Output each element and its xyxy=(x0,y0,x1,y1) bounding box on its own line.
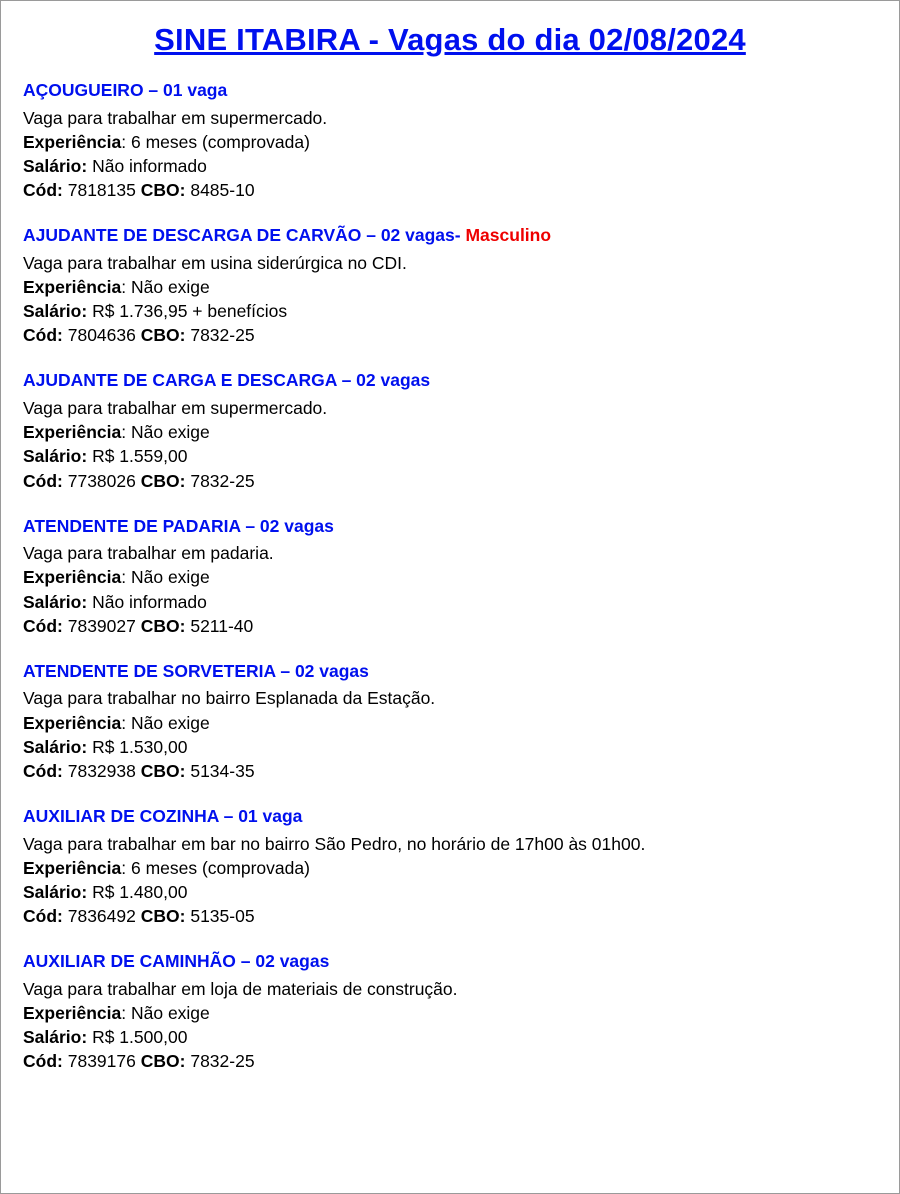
experience-label: Experiência xyxy=(23,131,122,152)
experience-label: Experiência xyxy=(23,422,122,443)
cbo-label: CBO: xyxy=(140,470,186,491)
salary-value: Não informado xyxy=(92,591,207,612)
job-experience xyxy=(23,275,877,299)
cbo-label: CBO: xyxy=(140,615,186,636)
salary-value: R$ 1.530,00 xyxy=(92,736,188,757)
job-salary xyxy=(23,735,877,759)
job-description: Vaga para trabalhar no bairro Esplanada da Estação. xyxy=(23,688,436,709)
salary-value: R$ 1.500,00 xyxy=(92,1027,188,1048)
cod-value: 7738026 xyxy=(67,470,136,491)
cbo-label: CBO: xyxy=(140,760,186,781)
salary-label: Salário: xyxy=(23,736,88,757)
cod-label: Cód: xyxy=(23,325,63,346)
job-experience xyxy=(23,565,877,589)
job-experience xyxy=(23,1001,877,1025)
cod-label: Cód: xyxy=(23,180,63,201)
job-listing xyxy=(23,224,877,347)
cbo-value: 7832-25 xyxy=(190,325,255,346)
salary-value: R$ 1.559,00 xyxy=(92,446,188,467)
job-title-text: ATENDENTE DE SORVETERIA – 02 vagas xyxy=(23,660,369,681)
experience-value: : Não exige xyxy=(121,277,210,298)
salary-label: Salário: xyxy=(23,1027,88,1048)
experience-value: : Não exige xyxy=(121,567,210,588)
cod-value: 7804636 xyxy=(67,325,136,346)
experience-value: : Não exige xyxy=(121,712,210,733)
cod-value: 7839027 xyxy=(67,615,136,636)
experience-label: Experiência xyxy=(23,712,122,733)
cbo-label: CBO: xyxy=(140,180,186,201)
job-experience xyxy=(23,711,877,735)
cbo-value: 5134-35 xyxy=(190,760,255,781)
salary-label: Salário: xyxy=(23,301,88,322)
job-codes xyxy=(23,1049,877,1073)
job-listing xyxy=(23,805,877,928)
page-title: SINE ITABIRA - Vagas do dia 02/08/2024 xyxy=(154,22,746,57)
cod-label: Cód: xyxy=(23,906,63,927)
job-codes xyxy=(23,323,877,347)
job-title xyxy=(23,950,877,974)
job-title-text: AUXILIAR DE CAMINHÃO – 02 vagas xyxy=(23,951,330,972)
cod-label: Cód: xyxy=(23,615,63,636)
job-codes xyxy=(23,759,877,783)
job-codes xyxy=(23,469,877,493)
job-listing xyxy=(23,79,877,202)
cod-value: 7839176 xyxy=(67,1051,136,1072)
job-codes xyxy=(23,614,877,638)
cod-label: Cód: xyxy=(23,1051,63,1072)
experience-value: : Não exige xyxy=(121,422,210,443)
job-salary xyxy=(23,590,877,614)
cod-value: 7832938 xyxy=(67,760,136,781)
experience-label: Experiência xyxy=(23,567,122,588)
job-title xyxy=(23,660,877,684)
job-description: Vaga para trabalhar em bar no bairro São Pedro, no horário de 17h00 às 01h00. xyxy=(23,833,646,854)
cod-label: Cód: xyxy=(23,470,63,491)
job-listing xyxy=(23,515,877,638)
experience-value: : 6 meses (comprovada) xyxy=(121,131,310,152)
job-title xyxy=(23,79,877,103)
job-description: Vaga para trabalhar em usina siderúrgica no CDI. xyxy=(23,252,407,273)
job-salary xyxy=(23,880,877,904)
job-description: Vaga para trabalhar em supermercado. xyxy=(23,107,328,128)
job-codes xyxy=(23,904,877,928)
job-title xyxy=(23,369,877,393)
job-codes xyxy=(23,178,877,202)
cbo-value: 5135-05 xyxy=(190,906,255,927)
job-title xyxy=(23,224,877,248)
experience-value: : Não exige xyxy=(121,1002,210,1023)
cbo-label: CBO: xyxy=(140,1051,186,1072)
job-experience xyxy=(23,130,877,154)
job-listing xyxy=(23,660,877,783)
job-title-text: AÇOUGUEIRO – 01 vaga xyxy=(23,80,228,101)
cod-label: Cód: xyxy=(23,760,63,781)
cbo-value: 5211-40 xyxy=(190,615,254,636)
salary-value: R$ 1.480,00 xyxy=(92,881,188,902)
job-description: Vaga para trabalhar em padaria. xyxy=(23,543,274,564)
job-title xyxy=(23,515,877,539)
cbo-value: 7832-25 xyxy=(190,1051,255,1072)
job-experience xyxy=(23,856,877,880)
job-title xyxy=(23,805,877,829)
experience-value: : 6 meses (comprovada) xyxy=(121,857,310,878)
job-description: Vaga para trabalhar em supermercado. xyxy=(23,398,328,419)
cbo-label: CBO: xyxy=(140,906,186,927)
experience-label: Experiência xyxy=(23,857,122,878)
job-title-text: AUXILIAR DE COZINHA – 01 vaga xyxy=(23,806,303,827)
job-experience xyxy=(23,420,877,444)
salary-label: Salário: xyxy=(23,881,88,902)
salary-label: Salário: xyxy=(23,591,88,612)
salary-value: R$ 1.736,95 + benefícios xyxy=(92,301,288,322)
job-salary xyxy=(23,299,877,323)
job-title-text: ATENDENTE DE PADARIA – 02 vagas xyxy=(23,515,334,536)
job-description: Vaga para trabalhar em loja de materiais de construção. xyxy=(23,978,458,999)
job-listing xyxy=(23,369,877,492)
salary-value: Não informado xyxy=(92,156,207,176)
cbo-label: CBO: xyxy=(140,325,186,346)
cod-value: 7836492 xyxy=(67,906,136,927)
experience-label: Experiência xyxy=(23,1002,122,1023)
salary-label: Salário: xyxy=(23,156,88,176)
job-salary xyxy=(23,154,877,178)
job-listing xyxy=(23,950,877,1073)
experience-label: Experiência xyxy=(23,277,122,298)
job-title-text: AJUDANTE DE CARGA E DESCARGA – 02 vagas xyxy=(23,370,431,391)
salary-label: Salário: xyxy=(23,446,88,467)
job-title-text: AJUDANTE DE DESCARGA DE CARVÃO – 02 vagas- xyxy=(23,225,461,246)
job-salary xyxy=(23,1025,877,1049)
job-title-suffix: Masculino xyxy=(465,225,552,246)
cbo-value: 8485-10 xyxy=(190,180,255,201)
cbo-value: 7832-25 xyxy=(190,470,255,491)
cod-value: 7818135 xyxy=(67,180,136,201)
job-salary xyxy=(23,444,877,468)
